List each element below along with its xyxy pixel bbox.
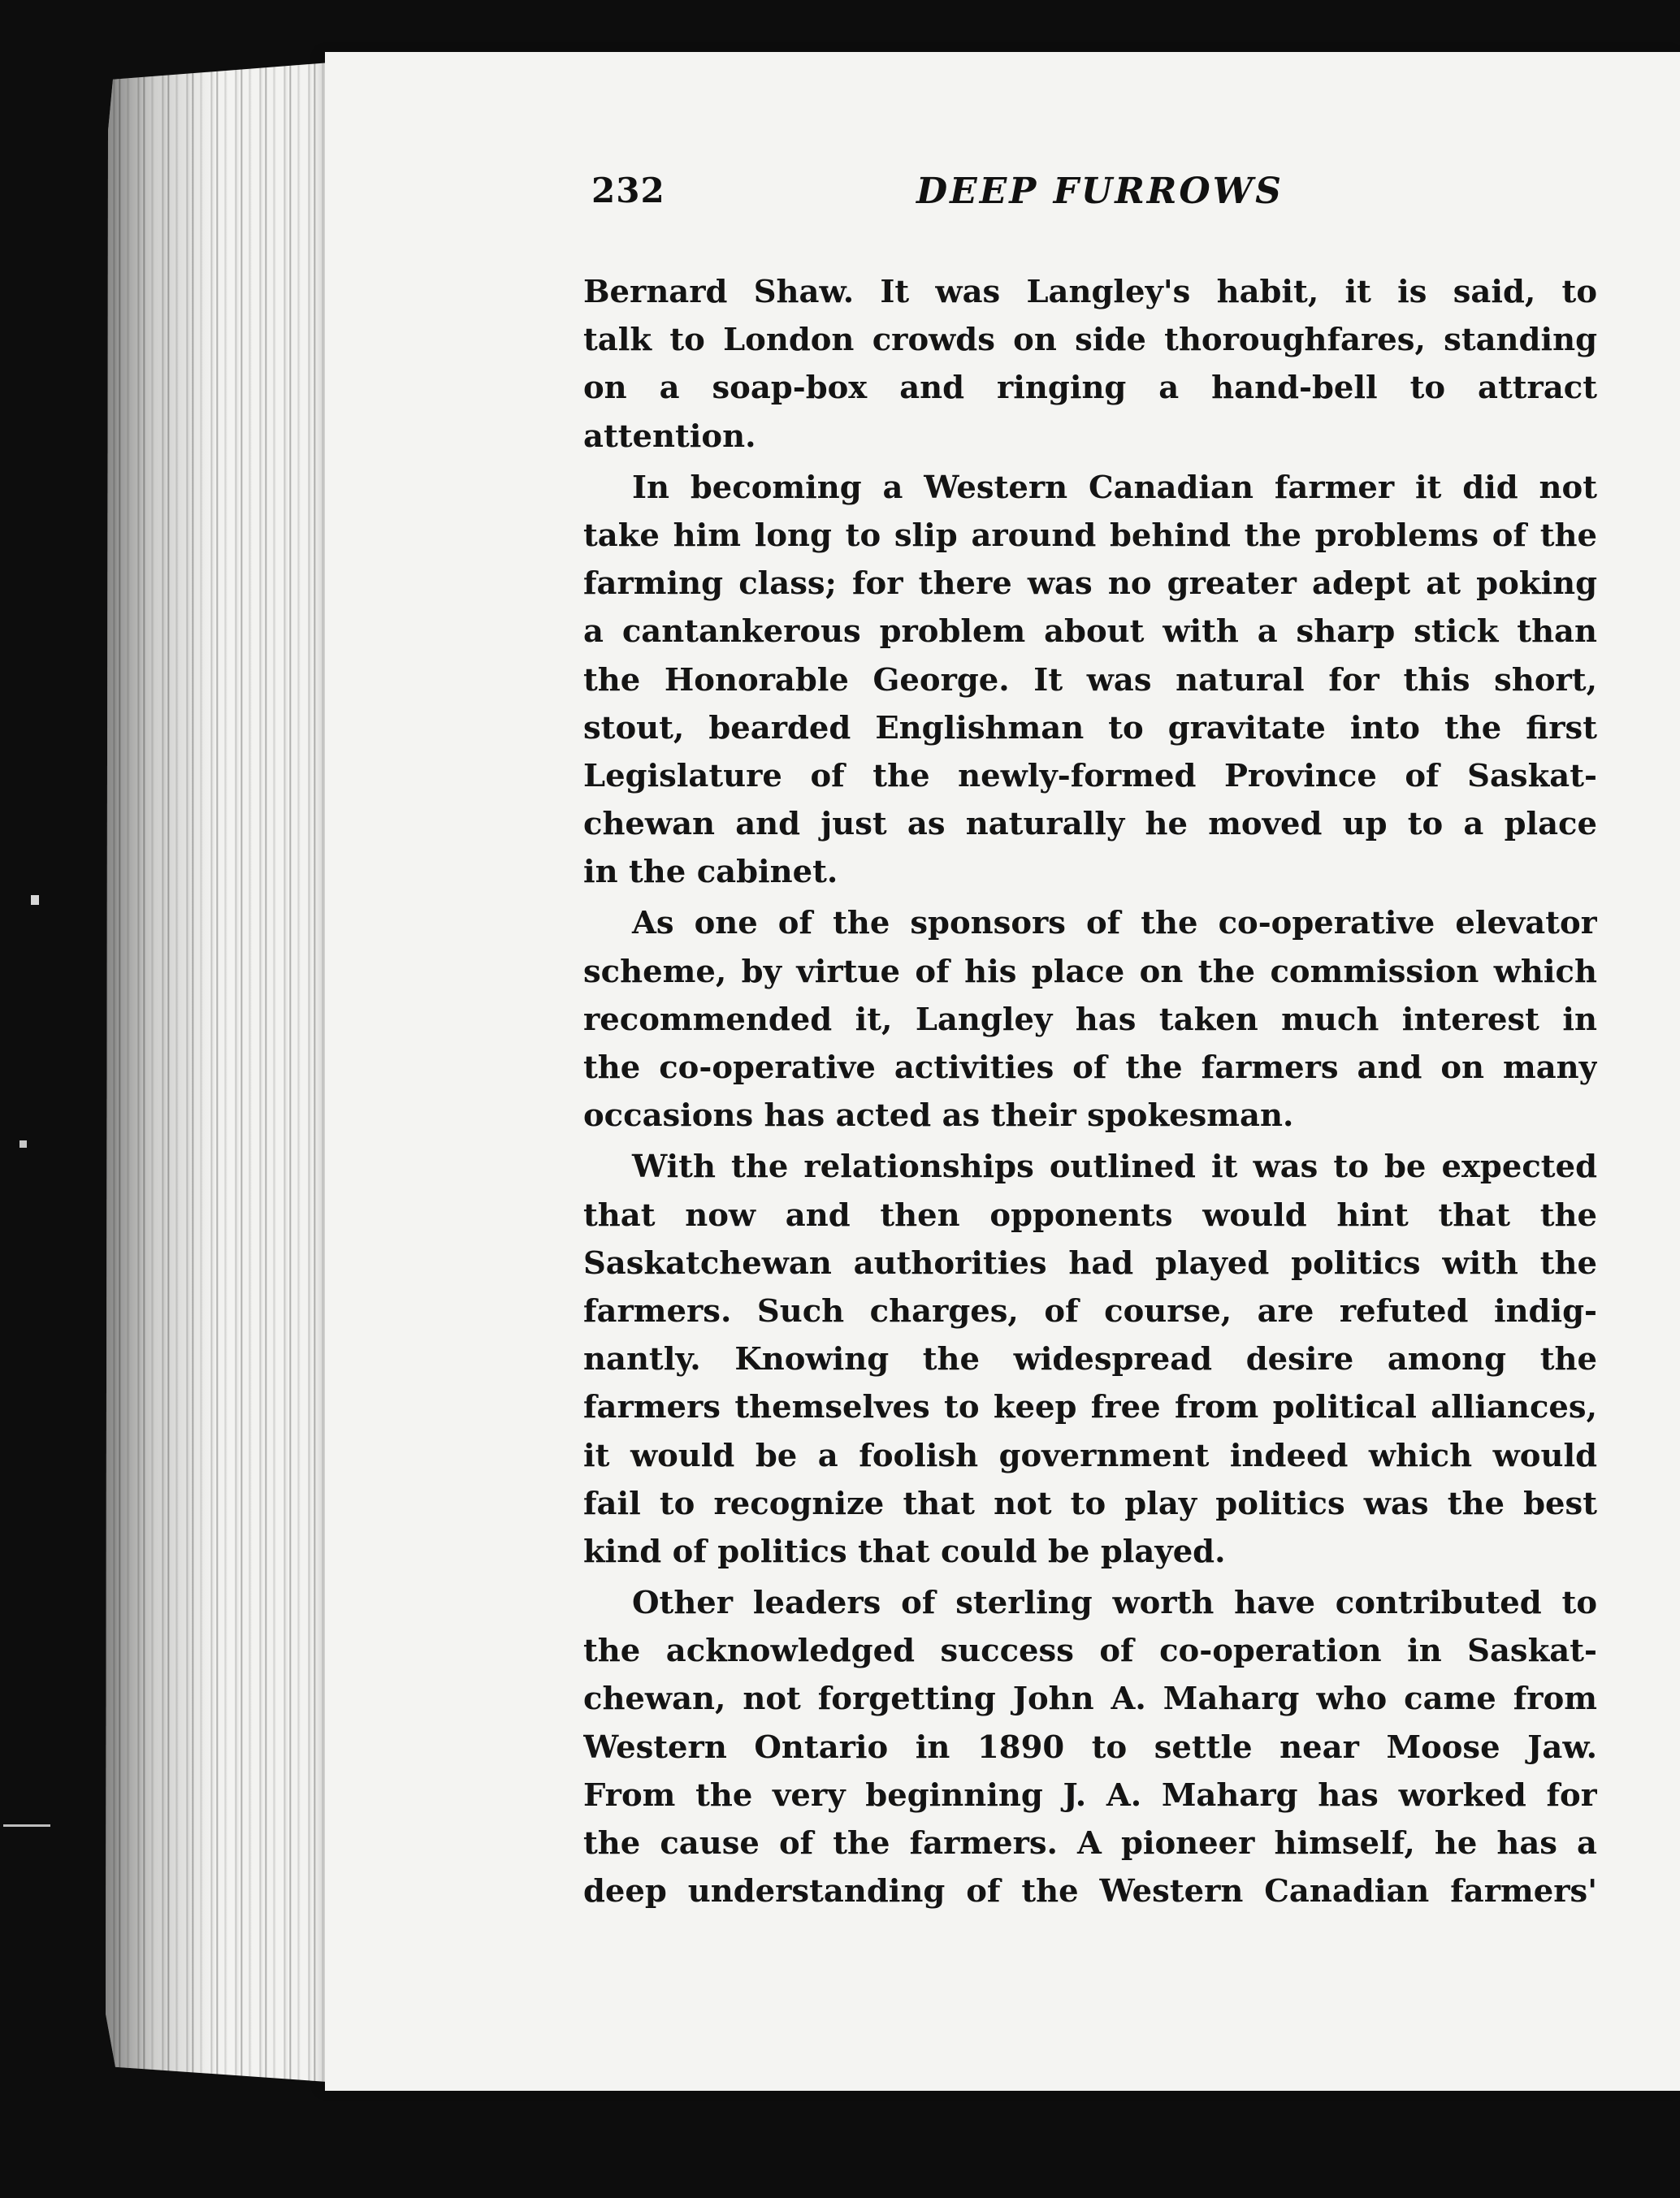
paragraph — [583, 899, 1597, 1140]
text-line: In becoming a Western Canadian farmer it did not — [632, 469, 1597, 506]
text-line: farmers. Such charges, of course, are refuted indig- — [583, 1292, 1597, 1330]
text-line: take him long to slip around behind the problems of the — [583, 517, 1597, 554]
page-number: 232 — [591, 171, 665, 210]
text-line: Saskatchewan authorities had played politics with the — [583, 1244, 1597, 1282]
text-line: kind of politics that could be played. — [583, 1533, 1226, 1570]
scan-speck — [3, 1824, 50, 1827]
text-line: occasions has acted as their spokesman. — [583, 1097, 1294, 1135]
text-line: farming class; for there was no greater adept at poking — [583, 565, 1597, 603]
running-title: DEEP FURROWS — [916, 171, 1284, 212]
text-line: As one of the sponsors of the co-operative elevator — [632, 905, 1597, 942]
text-line: attention. — [583, 418, 756, 455]
text-line: that now and then opponents would hint that the — [583, 1196, 1597, 1234]
text-line: a cantankerous problem about with a sharp stick than — [583, 613, 1597, 651]
text-line: fail to recognize that not to play politics was the best — [583, 1485, 1597, 1522]
text-line: the Honorable George. It was natural for this short, — [583, 661, 1597, 699]
text-line: chewan, not forgetting John A. Maharg who came from — [583, 1681, 1597, 1718]
paragraph — [583, 464, 1597, 897]
running-head — [591, 171, 1599, 227]
text-line: stout, bearded Englishman to gravitate into the first — [583, 709, 1597, 746]
text-line: the co-operative activities of the farmers and on many — [583, 1049, 1597, 1086]
text-line: Legislature of the newly-formed Province of Saskat- — [583, 757, 1597, 794]
text-line: recommended it, Langley has taken much interest in — [583, 1001, 1597, 1038]
text-line: on a soap-box and ringing a hand-bell to attract — [583, 370, 1597, 407]
text-line: farmers themselves to keep free from political alliances, — [583, 1389, 1597, 1426]
text-line: scheme, by virtue of his place on the commission which — [583, 953, 1597, 990]
text-line: it would be a foolish government indeed which would — [583, 1437, 1597, 1474]
text-line: nantly. Knowing the widespread desire among the — [583, 1341, 1597, 1378]
text-line: From the very beginning J. A. Maharg has worked for — [583, 1776, 1597, 1814]
text-line: in the cabinet. — [583, 854, 838, 891]
text-line: the acknowledged success of co-operation in Saskat- — [583, 1633, 1597, 1670]
text-line: With the relationships outlined it was to be expected — [632, 1149, 1597, 1186]
text-line: Other leaders of sterling worth have contributed to — [632, 1585, 1597, 1622]
text-line: Bernard Shaw. It was Langley's habit, it is said, to — [583, 274, 1597, 310]
paragraph — [583, 1143, 1597, 1576]
text-line: the cause of the farmers. A pioneer himself, he has a — [583, 1825, 1597, 1862]
paragraph — [583, 268, 1597, 461]
gutter-shadow — [106, 49, 349, 2096]
text-line: talk to London crowds on side thoroughfares, standing — [583, 322, 1597, 359]
text-line: deep understanding of the Western Canadian farmers' — [583, 1873, 1597, 1910]
text-line: chewan and just as naturally he moved up to a place — [583, 806, 1597, 843]
scan-speck — [31, 895, 39, 905]
text-line: Western Ontario in 1890 to settle near Moose Jaw. — [583, 1729, 1597, 1766]
paragraph — [583, 1579, 1597, 1915]
scan-speck — [19, 1140, 27, 1148]
body-text — [583, 268, 1597, 1915]
